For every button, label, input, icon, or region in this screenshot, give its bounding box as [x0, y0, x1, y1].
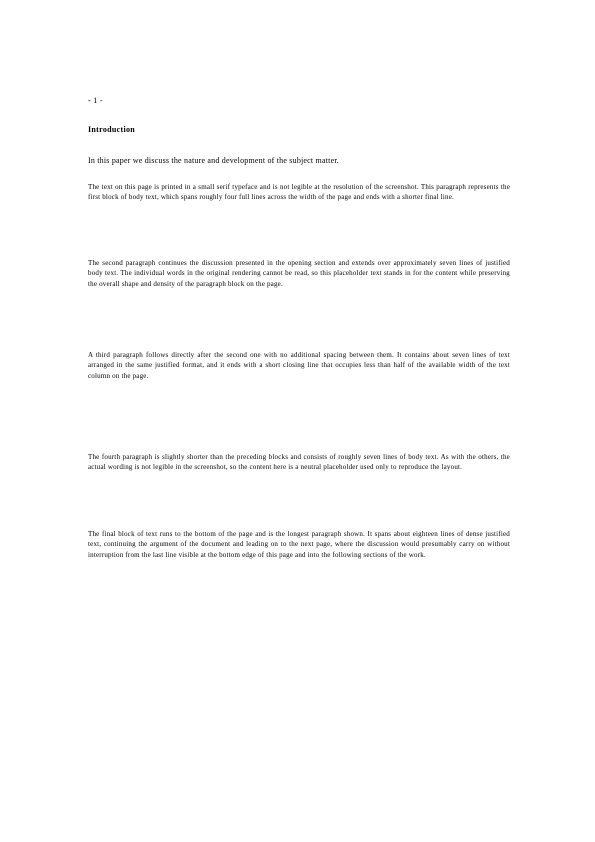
body-paragraph-1: The text on this page is printed in a small serif typeface and is not legible at the resolution of the screenshot. This paragraph represents the first block of body text, which spans roughly four full lines across the width of the page and ends with a shorter final line. [88, 183, 510, 202]
body-paragraph-4: The fourth paragraph is slightly shorter than the preceding blocks and consists of roughly seven lines of body text. As with the others, the actual wording is not legible in the screenshot, so the content here is a neutral placeholder used only to reproduce the layout. [88, 453, 510, 472]
body-paragraph-5: The final block of text runs to the bottom of the page and is the longest paragraph shown. It spans about eighteen lines of dense justified text, continuing the argument of the document and leading on to the next page, where the discussion would presumably carry on without interruption from the last line visible at the bottom edge of this page and into the following sections of the work. [88, 530, 510, 559]
body-paragraph-2: The second paragraph continues the discussion presented in the opening section and extends over approximately seven lines of justified body text. The individual words in the original rendering cannot be read, so this placeholder text stands in for the content while preserving the overall shape and density of the paragraph block on the page. [88, 259, 510, 288]
body-paragraph-3: A third paragraph follows directly after the second one with no additional spacing between them. It contains about seven lines of text arranged in the same justified format, and it ends with a short closing line that occupies less than half of the available width of the text column on the page. [88, 351, 510, 380]
page-number: - 1 - [88, 96, 103, 105]
section-title: Introduction [88, 125, 136, 134]
section-subtitle: In this paper we discuss the nature and development of the subject matter. [88, 156, 339, 165]
